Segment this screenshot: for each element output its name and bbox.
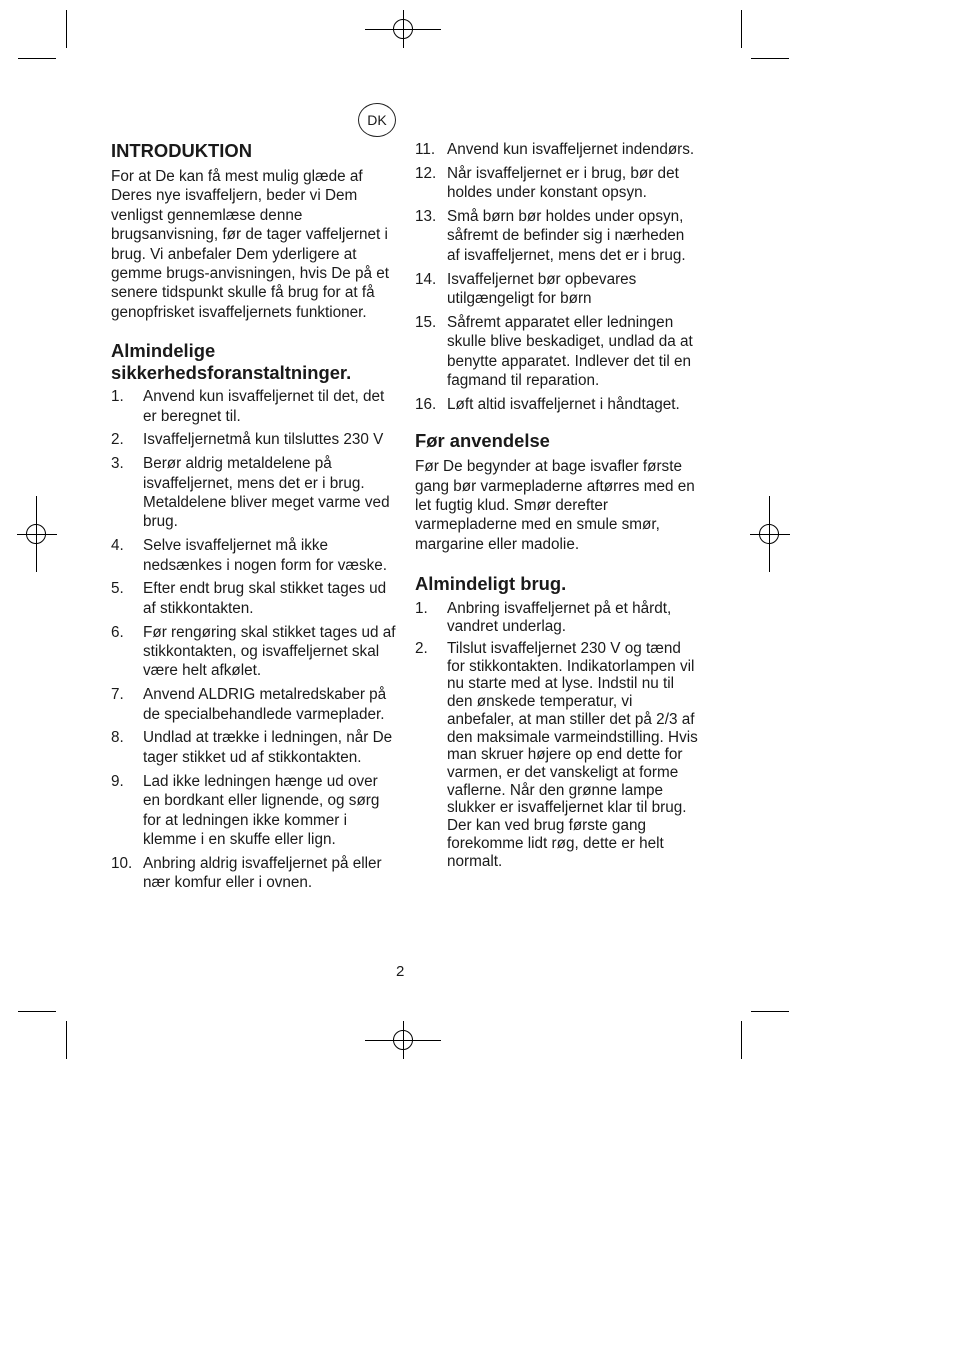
list-item-text: Isvaffeljernet bør opbevares utilgængeligt for børn — [447, 270, 637, 308]
list-item — [111, 728, 396, 767]
crop-mark — [751, 58, 789, 59]
list-item-number: 2. — [111, 431, 124, 449]
list-item — [111, 854, 396, 893]
list-item-number: 6. — [111, 623, 124, 641]
list-item — [111, 579, 396, 618]
list-item — [415, 140, 700, 159]
list-item-text: Når isvaffeljernet er i brug, bør det holdes under konstant opsyn. — [447, 164, 679, 202]
list-item-text: Anbring aldrig isvaffeljernet på eller nær komfur eller i ovnen. — [143, 854, 382, 892]
crop-mark — [66, 1021, 67, 1059]
language-badge: DK — [358, 103, 396, 137]
list-item-number: 4. — [111, 537, 124, 555]
list-item-text: Efter endt brug skal stikket tages ud af stikkontakten. — [143, 580, 387, 617]
list-item-text: Lad ikke ledningen hænge ud over en bordkant eller lignende, og sørg for at ledningen ikke kommer i klemme i en skuffe eller lign. — [143, 772, 380, 848]
list-item-text: Undlad at trække i ledningen, når De tager stikket ud af stikkontakten. — [143, 729, 393, 766]
safety-list-part1 — [111, 387, 396, 892]
list-item-text: Selve isvaffeljernet må ikke nedsænkes i nogen form for væske. — [143, 537, 388, 574]
before-use-heading: Før anvendelse — [415, 430, 550, 452]
list-item — [415, 270, 700, 309]
crop-mark — [741, 1021, 742, 1059]
list-item — [415, 395, 700, 414]
list-item — [415, 164, 700, 203]
crop-mark — [18, 1011, 56, 1012]
list-item-text: Før rengøring skal stikket tages ud af stikkontakten, og isvaffeljernet skal være helt afkølet. — [143, 623, 396, 680]
list-item-number: 11. — [415, 141, 436, 158]
list-item-text: Anbring isvaffeljernet på et hårdt, vandret underlag. — [447, 600, 672, 635]
list-item — [111, 536, 396, 575]
list-item — [111, 623, 396, 681]
list-item-number: 15. — [415, 313, 437, 331]
list-item-text: Tilslut isvaffeljernet 230 V og tænd for stikkontakten. Indikatorlampen vil nu starte med at lyse. Indstil nu til den ønskede temperatur, vi anbefaler, at man stiller det på 2/3 af den maksimale varmeindstilling. Hvis man skruer højere op end dette for varmen, er det vanskeligt at forme vaflerne. Når den grønne lampe slukker er isvaffeljernet klar til brug. Der kan ved brug første gang forekomme lidt røg, dette er helt normalt. — [447, 640, 698, 870]
list-item-number: 14. — [415, 270, 437, 288]
general-use-list — [415, 600, 700, 870]
list-item-number: 10. — [111, 854, 133, 872]
list-item-number: 1. — [111, 388, 124, 406]
list-item — [111, 772, 396, 850]
general-use-heading: Almindeligt brug. — [415, 573, 567, 595]
list-item-number: 7. — [111, 686, 124, 704]
list-item-text: Anvend kun isvaffeljernet til det, det er beregnet til. — [143, 388, 385, 425]
list-item-text: Anvend ALDRIG metalredskaber på de specialbehandlede varmeplader. — [143, 686, 387, 723]
right-column — [415, 140, 700, 875]
intro-heading: INTRODUKTION — [111, 140, 252, 161]
list-item-number: 5. — [111, 580, 124, 598]
left-column — [111, 140, 396, 897]
list-item — [111, 430, 396, 449]
crop-mark — [751, 1011, 789, 1012]
list-item — [415, 313, 700, 391]
list-item-text: Såfremt apparatet eller ledningen skulle blive beskadiget, undlad da at benytte apparatet. Indlever det til en fagmand til reparation. — [447, 313, 693, 390]
list-item-number: 2. — [415, 640, 428, 658]
crop-mark — [66, 10, 67, 48]
list-item-text: Små børn bør holdes under opsyn, såfremt de befinder sig i nærheden af isvaffeljernet, mens det er i brug. — [447, 208, 686, 264]
page-number: 2 — [396, 963, 405, 980]
crop-mark — [18, 58, 56, 59]
list-item-number: 8. — [111, 729, 124, 747]
list-item — [111, 685, 396, 724]
safety-list-part2 — [415, 140, 700, 414]
list-item — [415, 640, 700, 870]
crop-mark — [741, 10, 742, 48]
list-item-number: 13. — [415, 208, 437, 225]
list-item — [415, 207, 700, 265]
list-item-text: Løft altid isvaffeljernet i håndtaget. — [447, 395, 680, 413]
list-item-number: 12. — [415, 164, 437, 182]
list-item-number: 3. — [111, 455, 124, 473]
list-item — [415, 600, 700, 635]
list-item-text: Isvaffeljernetmå kun tilsluttes 230 V — [143, 431, 384, 449]
intro-text: For at De kan få mest mulig glæde af Deres nye isvaffeljern, beder vi Dem venligst gennemlæse denne brugsanvisning, før de tager vaffeljernet i brug. Vi anbefaler Dem yderligere at gemme brugs-anvisningen, hvis De på et senere tidspunkt skulle få brug for at få genopfrisket isvaffeljernets funktioner. — [111, 168, 390, 321]
list-item-text: Anvend kun isvaffeljernet indendørs. — [447, 141, 695, 158]
before-use-text: Før De begynder at bage isvafler første gang bør varmepladerne aftørres med en let fugtig klud. Smør derefter varmepladerne med en smule smør, margarine eller madolie. — [415, 458, 695, 553]
safety-heading: Almindelige sikkerhedsforanstaltninger. — [111, 340, 352, 384]
list-item-number: 16. — [415, 395, 437, 413]
list-item-number: 9. — [111, 772, 124, 790]
list-item — [111, 387, 396, 426]
list-item — [111, 454, 396, 532]
list-item-number: 1. — [415, 600, 428, 618]
list-item-text: Berør aldrig metaldelene på isvaffeljernet, mens det er i brug. Metaldelene bliver meget varme ved brug. — [143, 455, 390, 531]
